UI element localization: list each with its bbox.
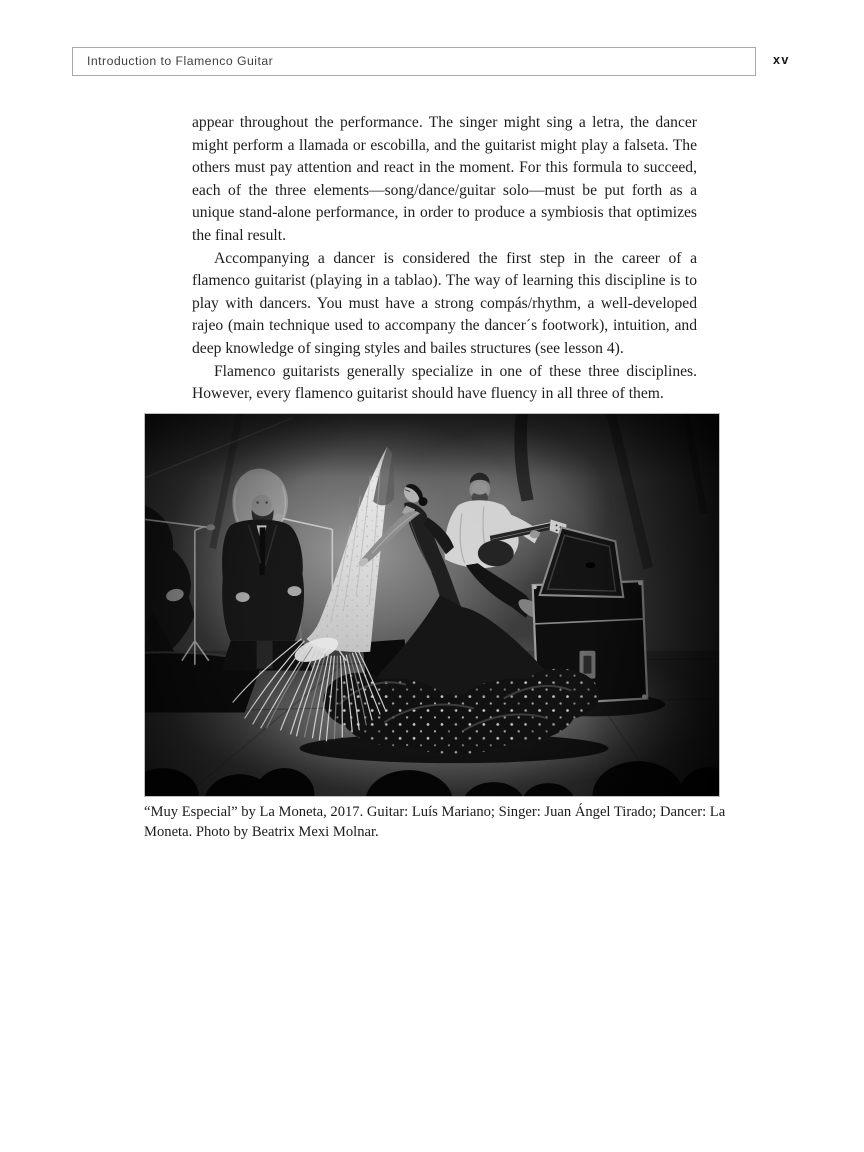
performance-photo — [144, 413, 720, 797]
performance-photo-illustration — [145, 414, 719, 796]
running-title: Introduction to Flamenco Guitar — [87, 54, 274, 68]
right-shade-overlay — [583, 414, 719, 796]
page-number: xv — [773, 53, 790, 67]
paragraph-2: Accompanying a dancer is considered the first step in the career of a flamenco guitarist (playing in a tablao). The way of learning this discipline is to play with dancers. You must have a strong compás/rhythm, a well-developed rajeo (main technique used to accompany the dancer´s footwork), intuition, and deep knowledge of singing styles and bailes structures (see lesson 4). — [192, 249, 697, 357]
paragraph-3: Flamenco guitarists generally specialize in one of these three disciplines. However, every flamenco guitarist should have fluency in all three of them. — [192, 362, 697, 403]
running-title-box — [72, 47, 756, 76]
performance-photo-figure — [144, 413, 726, 843]
paragraph-1: appear throughout the performance. The singer might sing a letra, the dancer might perform a llamada or escobilla, and the guitarist might play a falseta. The others must pay attention and react in the moment. For this formula to succeed, each of the three elements—song/dance/guitar solo—must be put forth as a unique stand-alone performance, in order to produce a symbiosis that optimizes the final result. — [192, 114, 697, 244]
body-text — [192, 112, 697, 406]
photo-caption: “Muy Especial” by La Moneta, 2017. Guitar: Luís Mariano; Singer: Juan Ángel Tirado; Dancer: La Moneta. Photo by Beatrix Mexi Molnar. — [144, 804, 726, 840]
